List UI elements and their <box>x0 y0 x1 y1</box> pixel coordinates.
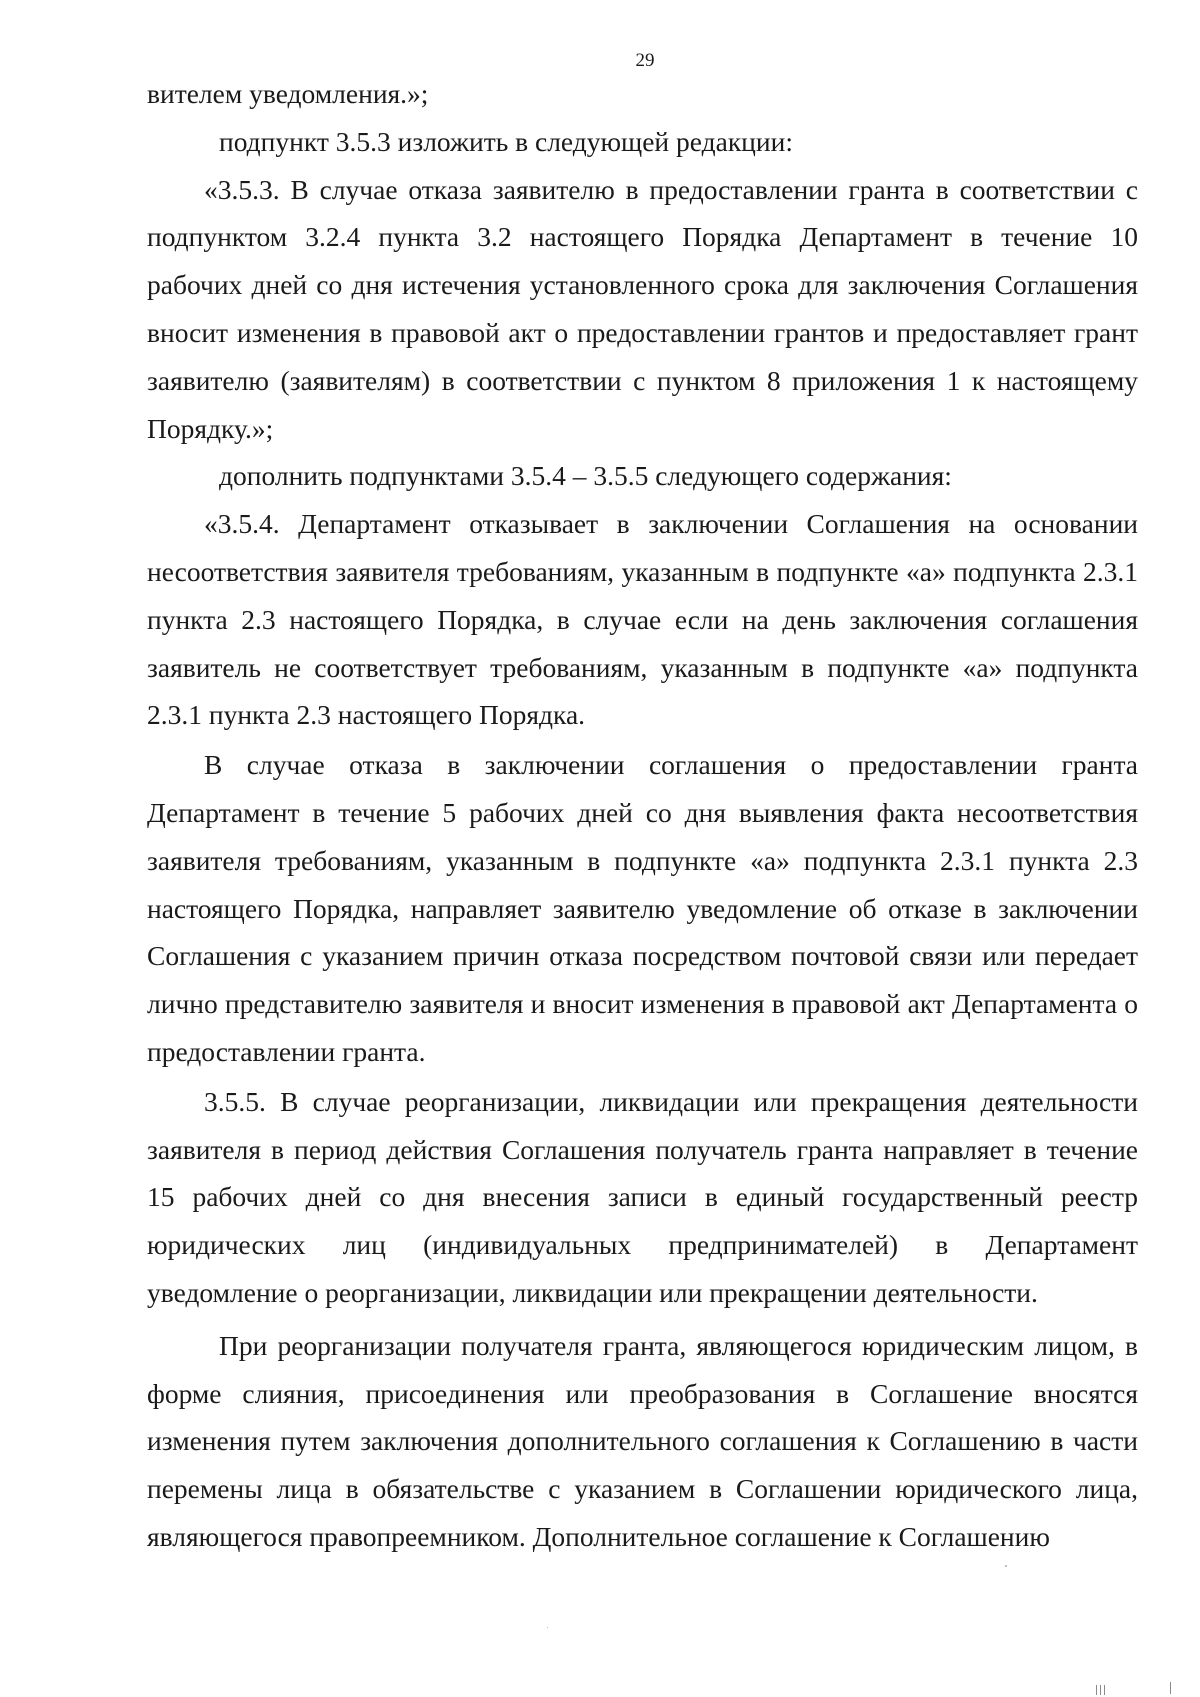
paragraph-instruction-3-5-3: подпункт 3.5.3 изложить в следующей редакции: <box>219 125 793 157</box>
scan-edge-mark <box>1170 1682 1171 1694</box>
page-number: 29 <box>635 50 655 71</box>
paragraph-reorganization: При реорганизации получателя гранта, являющегося юридическим лицом, в форме слияния, присоединения или преобразования в Соглашение вносятся изменения путем заключения дополнительного соглашения к Соглашению в части перемены лица в обязательстве с указанием в Соглашении юридического лица, являющегося правопреемником. Дополнительное соглашение к Соглашению <box>147 1329 1138 1552</box>
paragraph-continuation: вителем уведомления.»; <box>147 78 429 109</box>
document-body <box>147 70 1138 1561</box>
paragraph-3-5-3: «3.5.3. В случае отказа заявителю в предоставлении гранта в соответствии с подпунктом 3.2.4 пункта 3.2 настоящего Порядка Департамент в течение 10 рабочих дней со дня истечения установленного срока для заключения Соглашения вносит изменения в правовой акт о предоставлении грантов и предоставляет грант заявителю (заявителям) в соответствии с пунктом 8 приложения 1 к настоящему Порядку.»; <box>147 173 1138 444</box>
scan-speck <box>547 1627 548 1628</box>
paragraph-3-5-4: «3.5.4. Департамент отказывает в заключении Соглашения на основании несоответствия заявителя требованиям, указанным в подпункте «а» подпункта 2.3.1 пункта 2.3 настоящего Порядка, в случае если на день заключения соглашения заявитель не соответствует требованиям, указанным в подпункте «а» подпункта 2.3.1 пункта 2.3 настоящего Порядка. <box>147 508 1138 731</box>
scan-speck <box>1005 1565 1007 1567</box>
paragraph-instruction-3-5-4: дополнить подпунктами 3.5.4 – 3.5.5 следующего содержания: <box>219 460 952 492</box>
scan-edge-mark <box>1104 1685 1105 1695</box>
paragraph-3-5-5: 3.5.5. В случае реорганизации, ликвидации или прекращения деятельности заявителя в период действия Соглашения получатель гранта направляет в течение 15 рабочих дней со дня внесения записи в единый государственный реестр юридических лиц (индивидуальных предпринимателей) в Департамент уведомление о реорганизации, ликвидации или прекращении деятельности. <box>147 1085 1138 1308</box>
scan-edge-mark <box>1100 1685 1101 1695</box>
scan-edge-mark <box>1096 1685 1097 1695</box>
paragraph-refusal: В случае отказа в заключении соглашения о предоставлении гранта Департамент в течение 5 рабочих дней со дня выявления факта несоответствия заявителя требованиям, указанным в подпункте «а» подпункта 2.3.1 пункта 2.3 настоящего Порядка, направляет заявителю уведомление об отказе в заключении Соглашения с указанием причин отказа посредством почтовой связи или передает лично представителю заявителя и вносит изменения в правовой акт Департамента о предоставлении гранта. <box>147 749 1138 1067</box>
